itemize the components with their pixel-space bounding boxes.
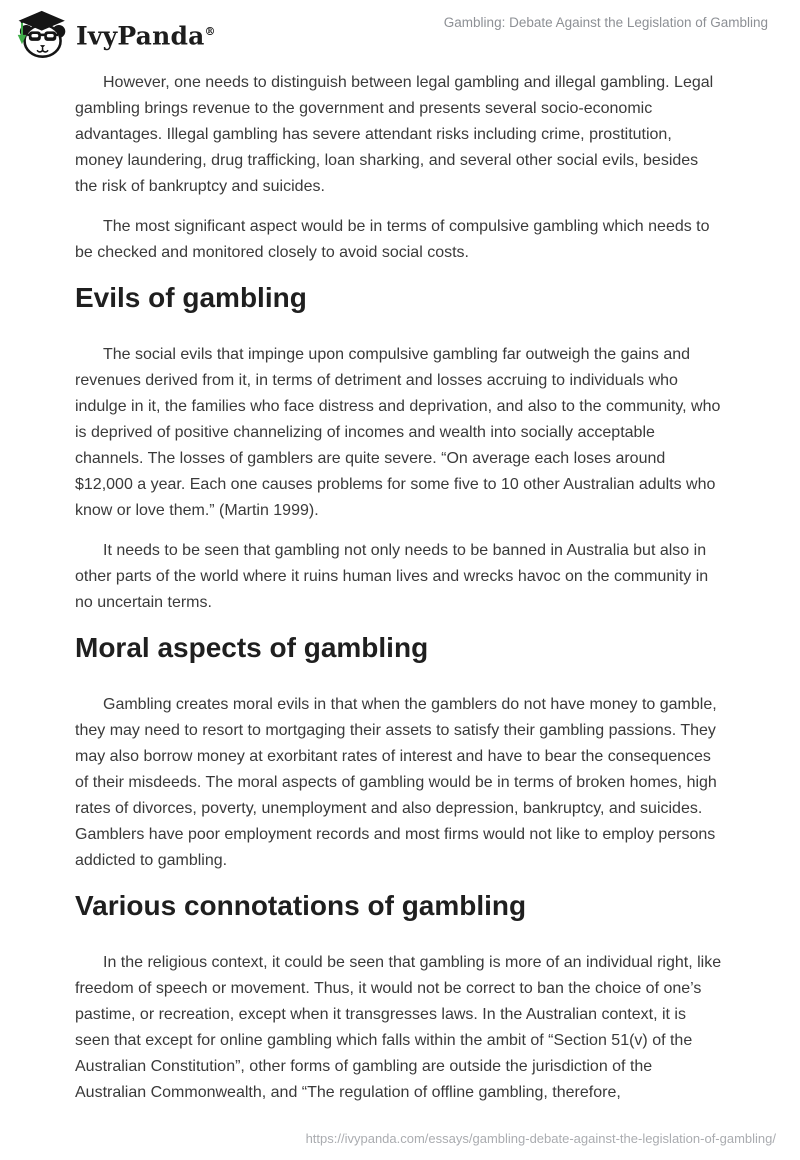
- heading-evils-of-gambling: Evils of gambling: [75, 282, 307, 313]
- source-url-link[interactable]: https://ivypanda.com/essays/gambling-debate-against-the-legislation-of-gambling/: [305, 1131, 776, 1146]
- brand-name-text: IvyPanda: [76, 21, 205, 51]
- paragraph: In the religious context, it could be seen that gambling is more of an individual right, like freedom of speech or movement. Thus, it would not be correct to ban the choice of one’s pastime, or recreation, except when it transgresses laws. In the Australian context, it is seen that except for online gambling which falls within the ambit of “Section 51(v) of the Australian Constitution”, other forms of gambling are outside the jurisdiction of the Australian Commonwealth, and “The regulation of offline gambling, therefore,: [75, 954, 722, 1101]
- paragraph: The most significant aspect would be in terms of compulsive gambling which needs to be checked and monitored closely to avoid social costs.: [75, 218, 710, 261]
- brand: [14, 8, 216, 60]
- paragraph: Gambling creates moral evils in that when the gamblers do not have money to gamble, they may need to resort to mortgaging their assets to satisfy their gambling passions. They may also borrow money at exorbitant rates of interest and have to bear the consequences of their misdeeds. The moral aspects of gambling would be in terms of broken homes, high rates of divorces, poverty, unemployment and also depression, bankruptcy, and suicides. Gamblers have poor employment records and most firms would not like to employ persons addicted to gambling.: [75, 696, 717, 869]
- heading-various-connotations-of-gambling: Various connotations of gambling: [75, 890, 527, 921]
- registered-trademark-symbol: ®: [204, 25, 216, 38]
- heading-moral-aspects-of-gambling: Moral aspects of gambling: [75, 632, 429, 663]
- brand-name: [76, 8, 216, 60]
- panda-graduation-cap-icon: [14, 10, 66, 58]
- page-header: [0, 0, 800, 56]
- paragraph: The social evils that impinge upon compulsive gambling far outweigh the gains and revenues derived from it, in terms of detriment and losses accruing to individuals who indulge in it, the families who face distress and deprivation, and also to the community, who is deprived of positive channelizing of incomes and wealth into socially acceptable channels. The losses of gamblers are quite severe. “On average each loses around $12,000 a year. Each one causes problems for some five to 10 other Australian adults who know or love them.” (Martin 1999).: [75, 346, 721, 519]
- page-footer: [306, 1130, 776, 1148]
- document-title: Gambling: Debate Against the Legislation of Gambling: [443, 15, 768, 30]
- article-body: [0, 56, 800, 1106]
- paragraph: However, one needs to distinguish between legal gambling and illegal gambling. Legal gambling brings revenue to the government and presents several socio-economic advantages. Illegal gambling has severe attendant risks including crime, prostitution, money laundering, drug trafficking, loan sharking, and several other social evils, besides the risk of bankruptcy and suicides.: [75, 74, 714, 195]
- paragraph: It needs to be seen that gambling not only needs to be banned in Australia but also in other parts of the world where it ruins human lives and wrecks havoc on the community in no uncertain terms.: [75, 542, 709, 611]
